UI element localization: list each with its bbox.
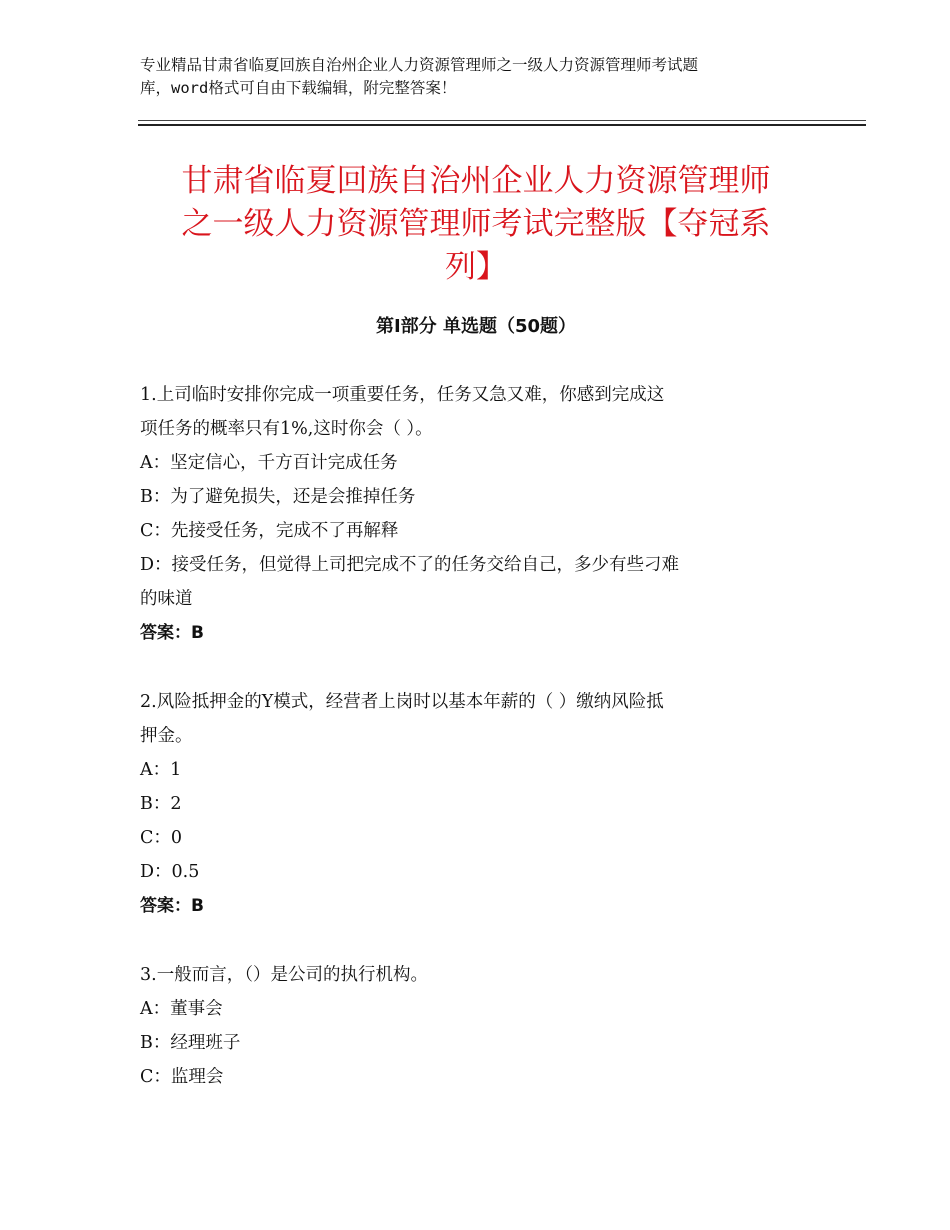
option-d: D：0.5 bbox=[140, 862, 200, 882]
option-d: D：接受任务，但觉得上司把完成不了的任务交给自己，多少有些刁难 bbox=[140, 555, 680, 575]
document-title bbox=[120, 160, 832, 289]
question-stem: 1.上司临时安排你完成一项重要任务，任务又急又难，你感到完成这 bbox=[140, 385, 665, 405]
header-note-line: 专业精品甘肃省临夏回族自治州企业人力资源管理师之一级人力资源管理师考试题 bbox=[140, 56, 699, 74]
document-title-line: 列】 bbox=[445, 249, 507, 285]
answer-label: 答案：B bbox=[140, 623, 204, 643]
question-block bbox=[140, 378, 810, 650]
question-stem: 押金。 bbox=[140, 726, 193, 746]
document-title-line: 甘肃省临夏回族自治州企业人力资源管理师 bbox=[181, 163, 771, 199]
question-stem: 2.风险抵押金的Y模式，经营者上岗时以基本年薪的（ ）缴纳风险抵 bbox=[140, 692, 664, 712]
question-stem: 项任务的概率只有1%,这时你会（ ）。 bbox=[140, 419, 433, 439]
question-stem: 3.一般而言，（）是公司的执行机构。 bbox=[140, 965, 428, 985]
question-block bbox=[140, 958, 810, 1094]
option-b: B：为了避免损失，还是会推掉任务 bbox=[140, 487, 416, 507]
option-a: A：1 bbox=[140, 760, 182, 780]
option-a: A：董事会 bbox=[140, 999, 223, 1019]
option-c: C：监理会 bbox=[140, 1067, 224, 1087]
document-title-line: 之一级人力资源管理师考试完整版【夺冠系 bbox=[181, 206, 771, 242]
option-c: C：0 bbox=[140, 828, 183, 848]
header-note-line: 库，word格式可自由下载编辑，附完整答案！ bbox=[140, 79, 457, 97]
option-b: B：经理班子 bbox=[140, 1033, 241, 1053]
section-title: 第Ⅰ部分 单选题（50题） bbox=[375, 316, 576, 337]
option-b: B：2 bbox=[140, 794, 182, 814]
option-a: A：坚定信心，千方百计完成任务 bbox=[140, 453, 398, 473]
header-divider-thin bbox=[138, 120, 866, 121]
header-note bbox=[140, 54, 830, 100]
answer-label: 答案：B bbox=[140, 896, 204, 916]
option-d: 的味道 bbox=[140, 589, 193, 609]
question-block bbox=[140, 685, 810, 923]
header-divider-thick bbox=[138, 124, 866, 126]
option-c: C：先接受任务，完成不了再解释 bbox=[140, 521, 399, 541]
